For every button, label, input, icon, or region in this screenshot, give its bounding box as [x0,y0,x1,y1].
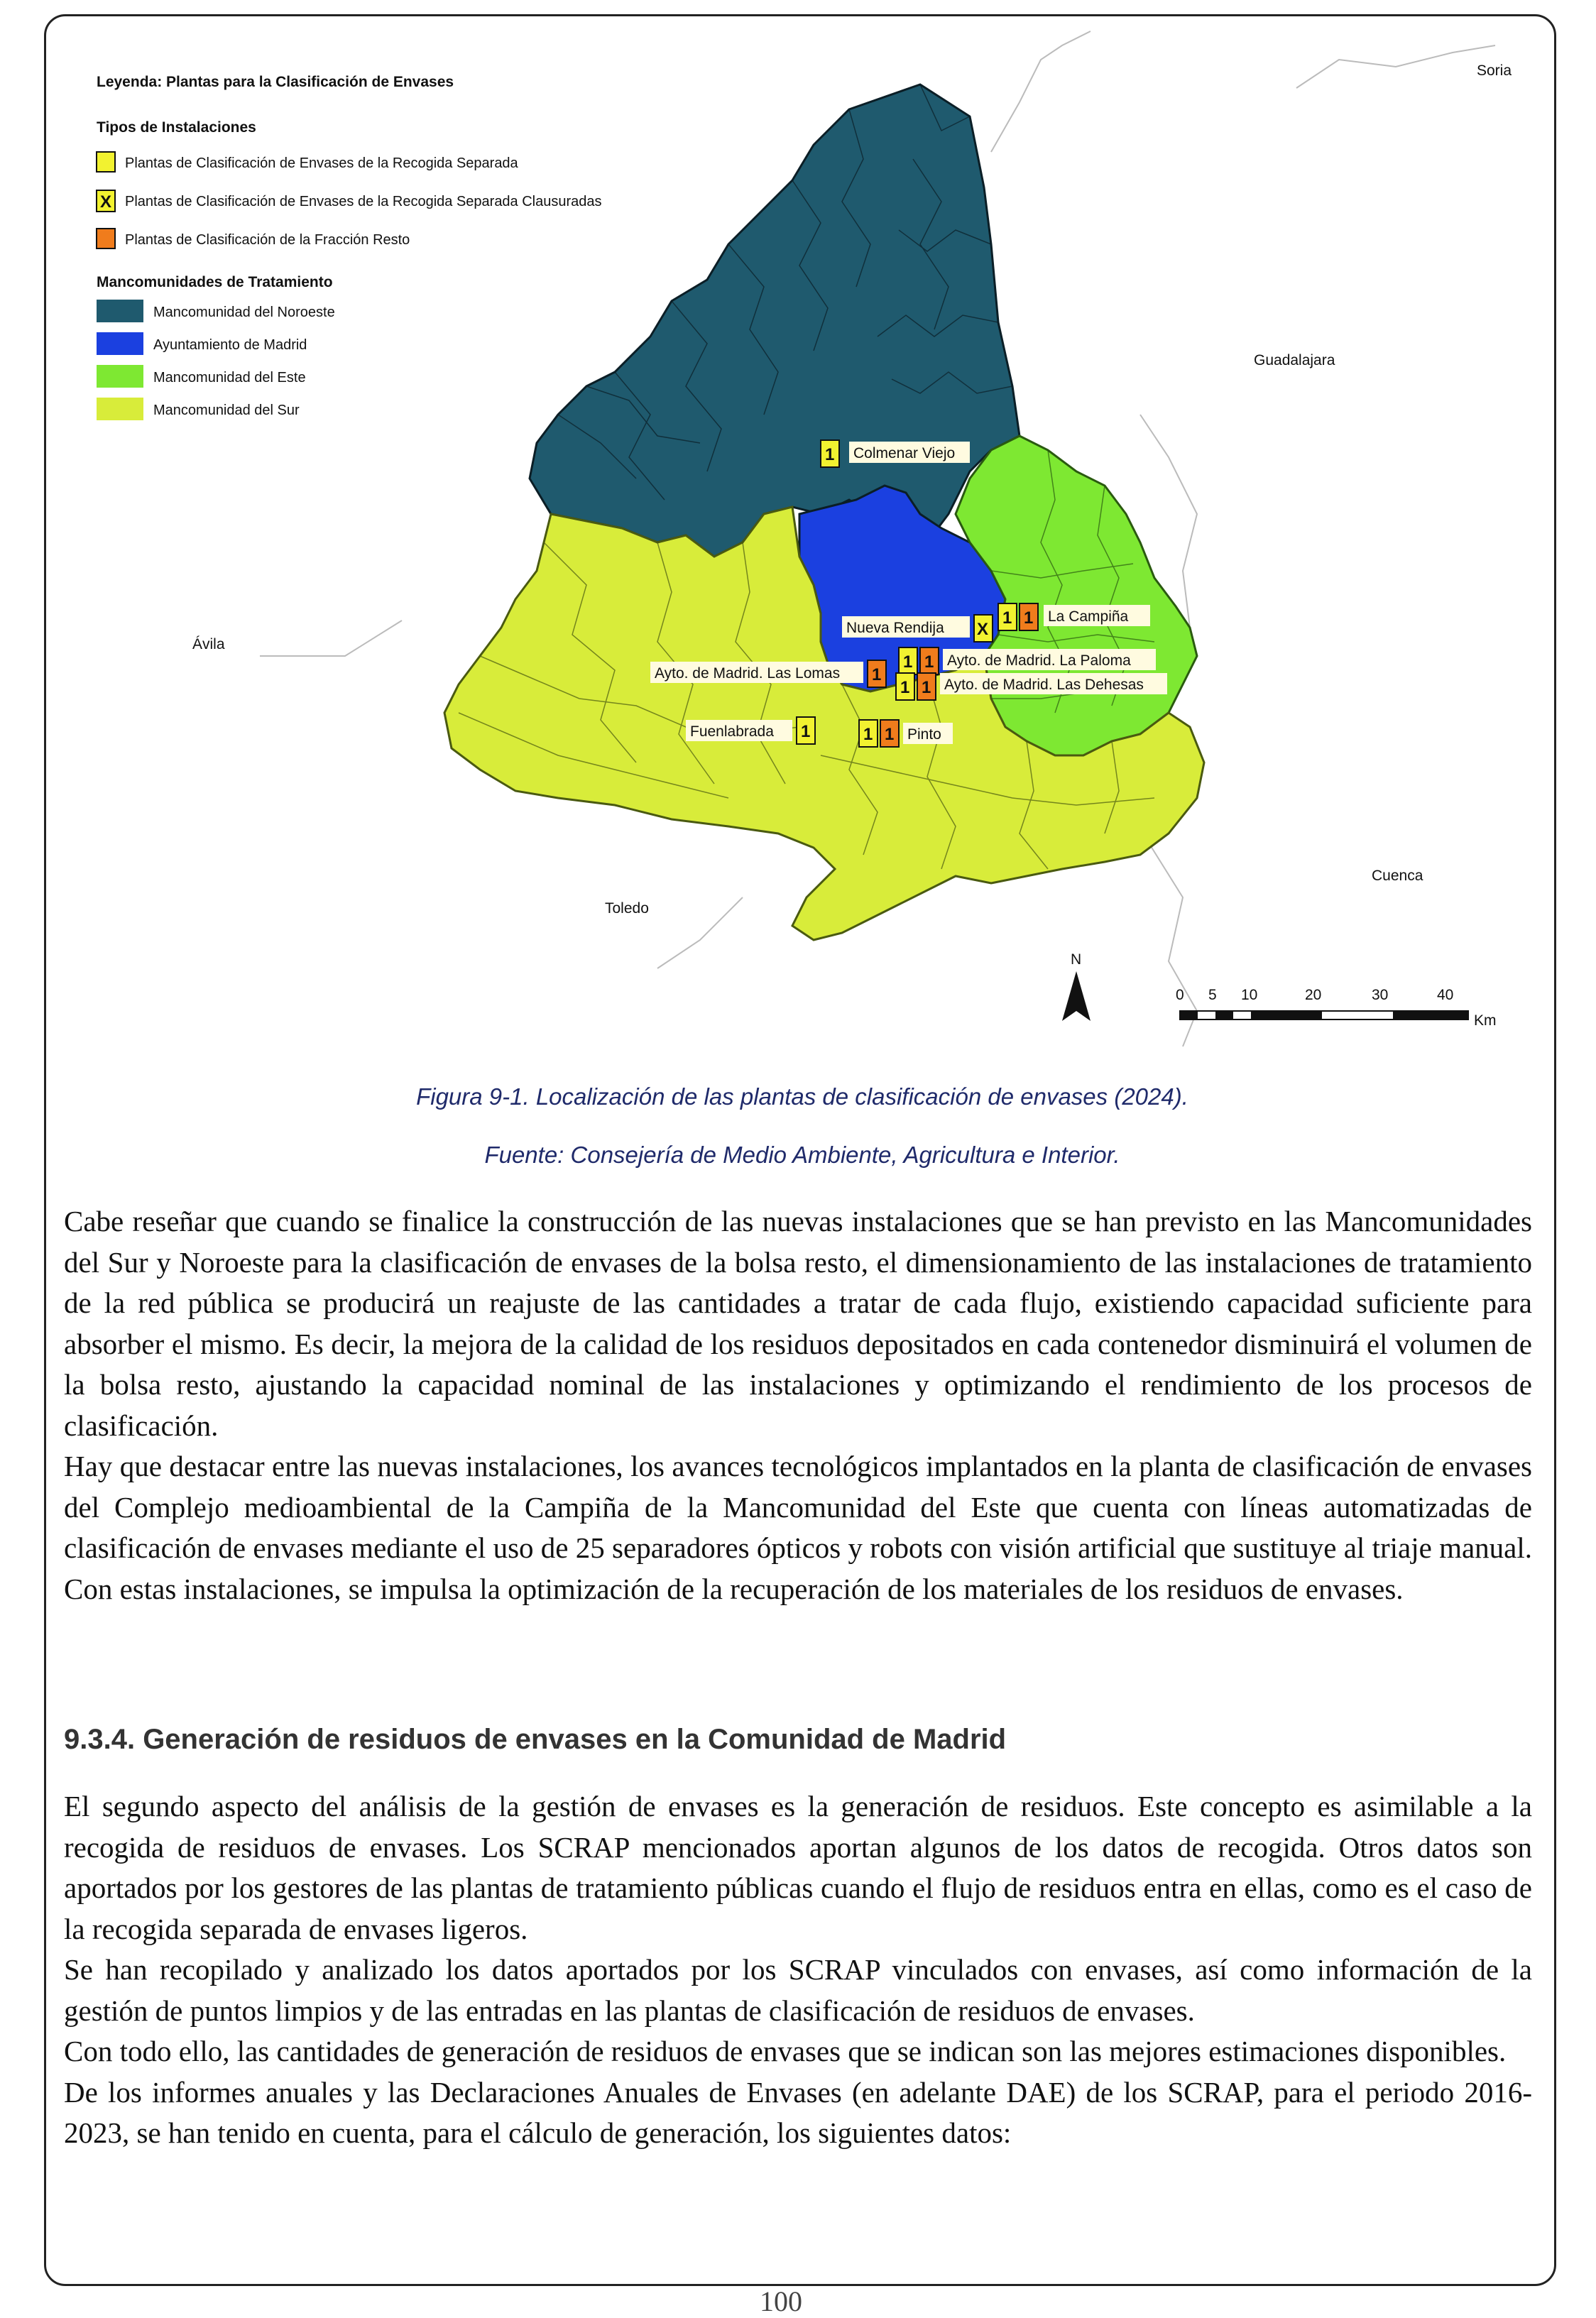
map-legend [97,74,602,420]
legend-type-resto: Plantas de Clasificación de la Fracción Resto [125,232,410,248]
svg-text:Fuenlabrada: Fuenlabrada [690,723,774,740]
page-number: 100 [760,2285,802,2317]
svg-text:X: X [977,620,989,639]
svg-text:1: 1 [924,652,934,672]
label-guadalajara: Guadalajara [1254,352,1335,368]
label-avila: Ávila [192,636,225,652]
svg-text:1: 1 [885,725,895,744]
figure-caption: Figura 9-1. Localización de las plantas de clasificación de envases (2024). [416,1083,1188,1110]
scale-tick-20: 20 [1305,987,1322,1003]
svg-text:Nueva Rendija: Nueva Rendija [846,620,944,636]
scale-tick-40: 40 [1437,987,1454,1003]
legend-x-mark: X [100,192,112,212]
legend-swatch-sur [97,398,143,420]
scale-tick-10: 10 [1241,987,1258,1003]
scale-bar [1176,987,1497,1029]
legend-mancomunidades-heading: Mancomunidades de Tratamiento [97,274,333,290]
legend-sur: Mancomunidad del Sur [153,403,300,418]
scale-unit: Km [1474,1012,1497,1029]
legend-noroeste: Mancomunidad del Noroeste [153,305,335,320]
legend-swatch-noroeste [97,300,143,322]
label-cuenca: Cuenca [1372,868,1423,884]
legend-swatch-resto [97,229,115,248]
section-heading: 9.3.4. Generación de residuos de envases en la Comunidad de Madrid [64,1724,1007,1755]
paragraph: Con todo ello, las cantidades de generación de residuos de envases que se indican son las mejores estimaciones disponibles. [64,2035,1507,2067]
scale-tick-30: 30 [1372,987,1389,1003]
scale-tick-5: 5 [1208,987,1217,1003]
svg-text:1: 1 [1002,608,1012,628]
body-section-2 [64,1786,1532,2154]
legend-title: Leyenda: Plantas para la Clasificación de Envases [97,74,454,90]
legend-este: Mancomunidad del Este [153,370,306,386]
svg-text:Pinto: Pinto [907,726,941,743]
svg-text:Ayto. de Madrid. La Paloma: Ayto. de Madrid. La Paloma [947,652,1131,669]
paragraph: El segundo aspecto del análisis de la gestión de envases es la generación de residuos. Este concepto es asimilable a la recogida de residuos de envases. Los SCRAP mencionados aportan algunos de los datos de recogida. Otros datos son aportados por los gestores de las plantas de tratamiento públicas cuando el flujo de residuos entra en ellas, como es el caso de la recogida separada de envases ligeros. [64,1790,1532,1945]
plant-pinto [859,720,953,747]
location-map [47,17,1555,1082]
legend-swatch-este [97,365,143,388]
svg-text:1: 1 [903,652,913,672]
legend-swatch-separada [97,152,115,172]
legend-swatch-madrid [97,332,143,355]
svg-text:1: 1 [801,722,811,741]
legend-types-heading: Tipos de Instalaciones [97,119,256,136]
svg-text:1: 1 [900,678,910,697]
legend-type-separada: Plantas de Clasificación de Envases de la Recogida Separada [125,155,518,171]
label-soria: Soria [1477,62,1512,79]
paragraph: De los informes anuales y las Declaraciones Anuales de Envases (en adelante DAE) de los SCRAP, para el periodo 2016-2023, se han tenido en cuenta, para el cálculo de generación, los siguientes datos: [64,2075,1532,2149]
paragraph: Se han recopilado y analizado los datos aportados por los SCRAP vinculados con envases, así como información de la gestión de puntos limpios y de las entradas en las plantas de clasificación de residuos de envases. [64,1953,1532,2027]
svg-text:Colmenar Viejo: Colmenar Viejo [853,445,956,461]
paragraph: Hay que destacar entre las nuevas instalaciones, los avances tecnológicos implantados en la planta de clasificación de envases del Complejo medioambiental de la Campiña de la Mancomunidad del Este que cuenta con líneas automatizadas de clasificación de envases mediante el uso de 25 separadores ópticos y robots con visión artificial que sustituye al triaje manual. Con estas instalaciones, se impulsa la optimización de la recuperación de los materiales de los residuos de envases. [64,1450,1532,1605]
label-toledo: Toledo [605,900,649,917]
svg-text:N: N [1071,951,1082,968]
scale-tick-0: 0 [1176,987,1184,1003]
figure-source: Fuente: Consejería de Medio Ambiente, Agricultura e Interior. [484,1142,1120,1168]
svg-text:1: 1 [863,725,873,744]
svg-text:1: 1 [1024,608,1034,628]
body-section-1 [64,1201,1532,1609]
svg-text:La Campiña: La Campiña [1048,608,1129,625]
region-noroeste [530,84,1020,557]
svg-text:Ayto. de Madrid. Las Dehesas: Ayto. de Madrid. Las Dehesas [944,677,1144,693]
svg-text:1: 1 [922,678,931,697]
legend-madrid: Ayuntamiento de Madrid [153,337,307,353]
svg-text:1: 1 [825,445,835,464]
svg-text:Ayto. de Madrid. Las Lomas: Ayto. de Madrid. Las Lomas [655,665,841,682]
legend-type-clausuradas: Plantas de Clasificación de Envases de la Recogida Separada Clausuradas [125,194,602,209]
svg-text:1: 1 [872,665,882,684]
north-arrow [1062,951,1091,1021]
paragraph: Cabe reseñar que cuando se finalice la construcción de las nuevas instalaciones que se han previsto en las Mancomunidades del Sur y Noroeste para la clasificación de envases de la bolsa resto, el dimensionamiento de las instalaciones de tratamiento de la red pública se producirá un reajuste de las cantidades a tratar de cada flujo, existiendo capacidad suficiente para absorber el mismo. Es decir, la mejora de la calidad de los residuos depositados en cada contenedor disminuirá el volumen de la bolsa resto, ajustando la capacidad nominal de las instalaciones y optimizando el rendimiento de los procesos de clasificación. [64,1205,1532,1442]
